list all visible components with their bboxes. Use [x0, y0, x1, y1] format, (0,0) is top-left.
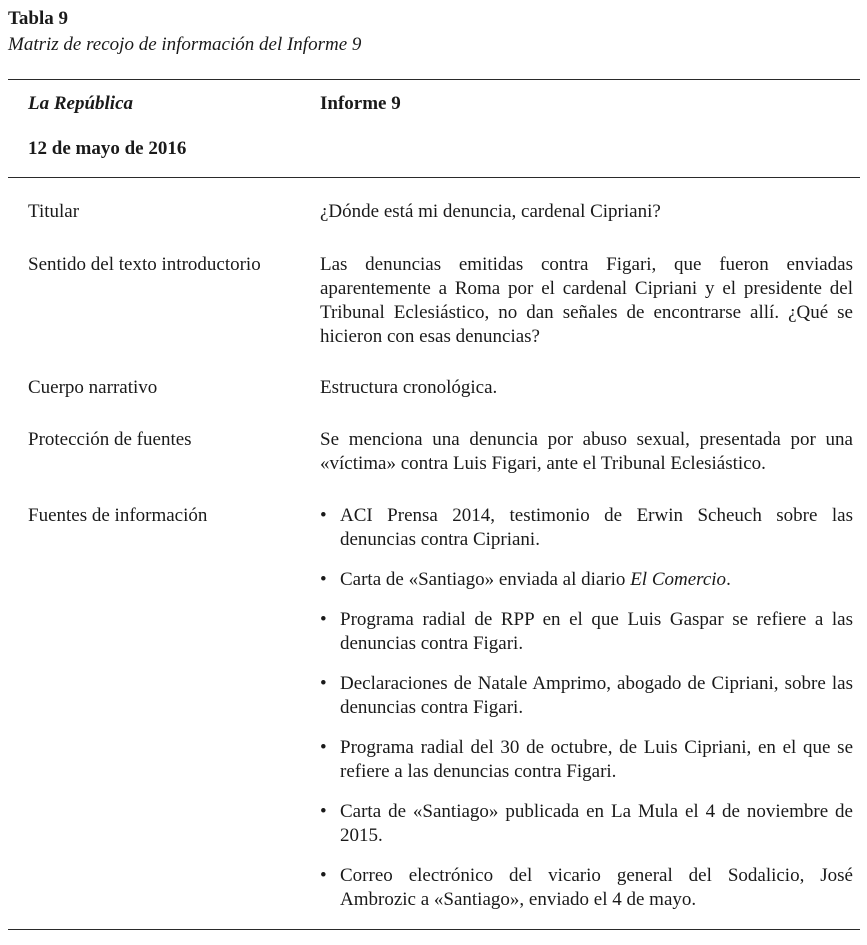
list-item-text [340, 569, 731, 590]
bullet: • [320, 609, 327, 630]
table-number: Tabla 9 [8, 8, 69, 29]
list-item-text: Correo electrónico del vicario general del Sodalicio, José Ambrozic a «Santiago», enviado el 4 de mayo. [340, 865, 853, 910]
newspaper-name: El Comercio [630, 569, 727, 590]
bullet: • [320, 737, 327, 758]
bullet: • [320, 801, 327, 822]
table-top-rule [8, 79, 860, 80]
header-report: Informe 9 [320, 93, 401, 114]
row-value: Las denuncias emitidas contra Figari, que fueron enviadas aparentemente a Roma por el cardenal Cipriani y el presidente del Tribunal Eclesiástico, no dan señales de encontrarse allí. ¿Qué se hicieron con esas denuncias? [320, 254, 853, 347]
row-value: Estructura cronológica. [320, 377, 498, 398]
list-item-text: Programa radial del 30 de octubre, de Luis Cipriani, en el que se refiere a las denuncias contra Figari. [340, 737, 853, 782]
row-label: Titular [28, 201, 80, 222]
row-label: Cuerpo narrativo [28, 377, 158, 398]
list-item [320, 800, 853, 848]
list-item-text: ACI Prensa 2014, testimonio de Erwin Scheuch sobre las denuncias contra Cipriani. [340, 505, 853, 550]
header-newspaper: La República [28, 93, 134, 114]
list-item [320, 672, 853, 720]
row-value: Se menciona una denuncia por abuso sexual, presentada por una «víctima» contra Luis Figari, ante el Tribunal Eclesiástico. [320, 429, 853, 474]
list-item-text-end: . [726, 569, 731, 590]
list-item [320, 504, 853, 552]
table-header-rule [8, 177, 860, 178]
bullet: • [320, 865, 327, 886]
bullet: • [320, 505, 327, 526]
list-item [320, 864, 853, 912]
bullet: • [320, 673, 327, 694]
header-date: 12 de mayo de 2016 [28, 138, 187, 159]
list-item-text: Carta de «Santiago» publicada en La Mula el 4 de noviembre de 2015. [340, 801, 853, 846]
row-label: Fuentes de información [28, 505, 208, 526]
list-item [320, 568, 853, 592]
row-label: Protección de fuentes [28, 429, 192, 450]
row-label: Sentido del texto introductorio [28, 254, 261, 275]
table-bottom-rule [8, 929, 860, 930]
list-item [320, 736, 853, 784]
list-item [320, 608, 853, 656]
list-item-text-start: Carta de «Santiago» enviada al diario [340, 569, 631, 590]
list-item-text: Programa radial de RPP en el que Luis Gaspar se refiere a las denuncias contra Figari. [340, 609, 853, 654]
list-item-text: Declaraciones de Natale Amprimo, abogado de Cipriani, sobre las denuncias contra Figari. [340, 673, 853, 718]
sources-list [320, 504, 853, 928]
bullet: • [320, 569, 327, 590]
table-caption: Matriz de recojo de información del Informe 9 [8, 34, 362, 55]
row-value: ¿Dónde está mi denuncia, cardenal Cipriani? [320, 201, 661, 222]
